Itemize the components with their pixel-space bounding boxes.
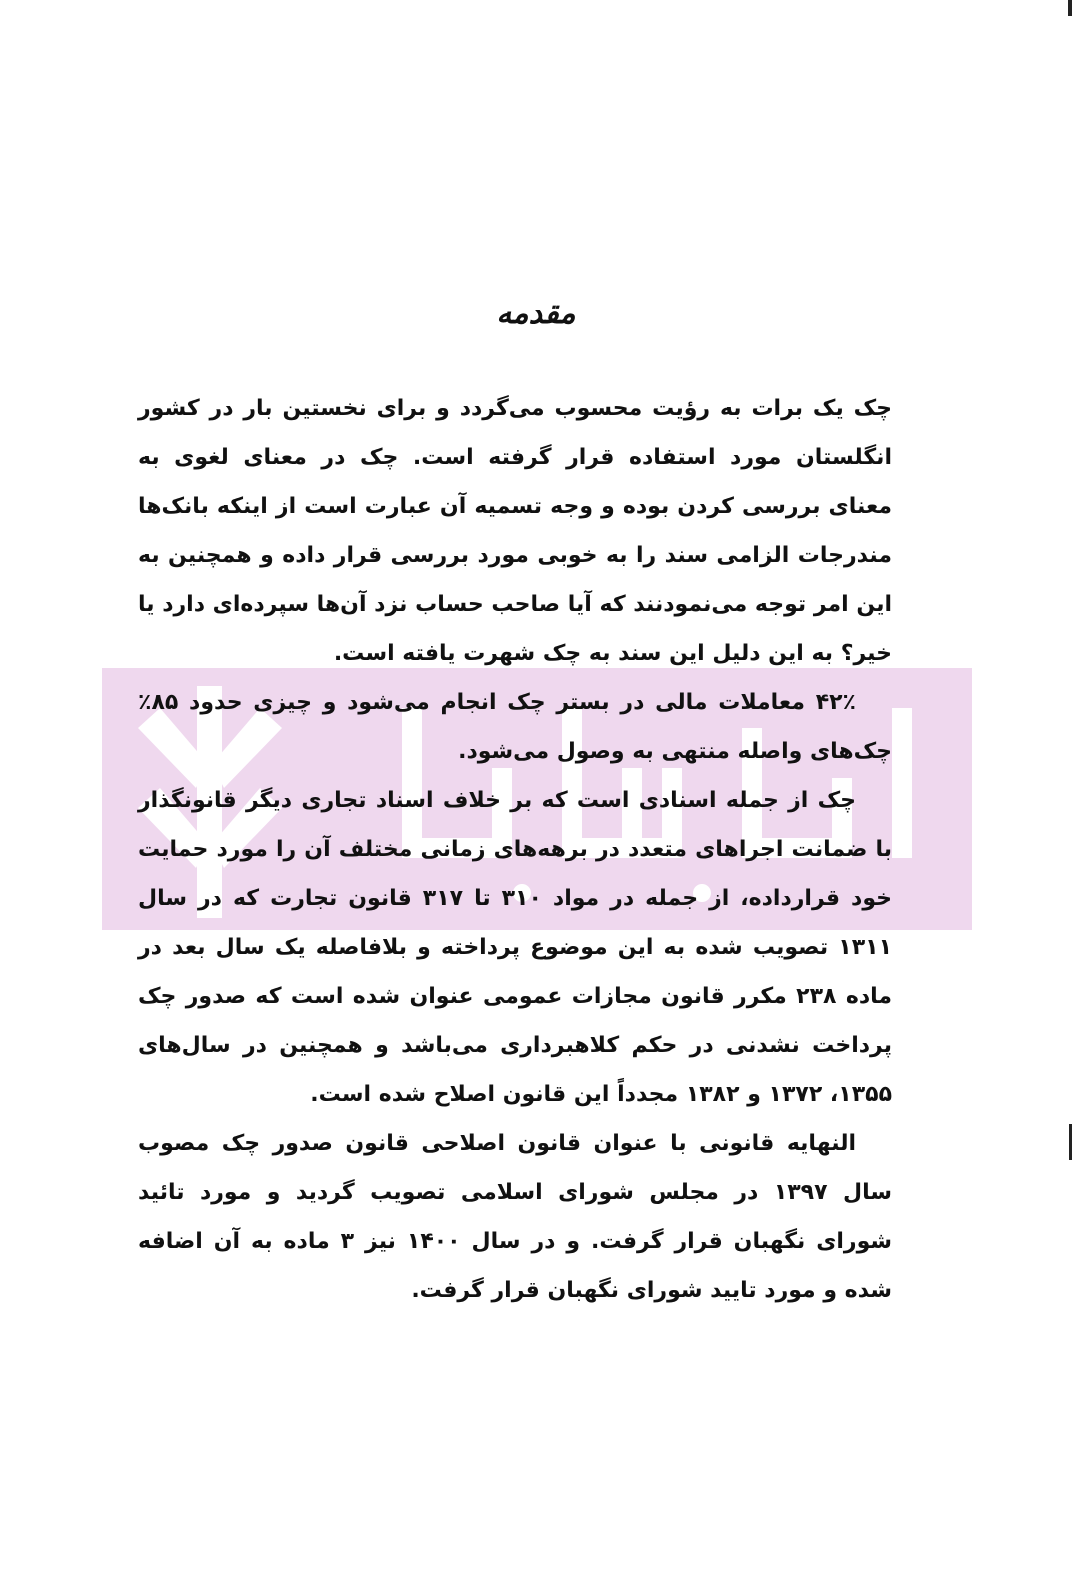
paragraph-1: چک یک برات به رؤیت محسوب می‌گردد و برای نخستین بار در کشور انگلستان مورد استفاده قرار گرفته است. چک در معنای لغوی به معنای بررسی کردن بوده و وجه تسمیه آن عبارت است از اینکه بانک‌ها مندرجات الزامی سند را به خوبی مورد بررسی قرار داده و همچنین به این امر توجه می‌نمودنند که آیا صاحب حساب نزد آن‌ها سپرده‌ای دارد یا خیر؟ به این دلیل این سند به چک شهرت یافته است. (138, 396, 892, 666)
page-title: مقدمه (496, 296, 576, 331)
document-body (138, 384, 892, 1315)
page-edge-mark (1068, 0, 1072, 16)
paragraph-4: النهایه قانونی با عنوان قانون اصلاحی قانون صدور چک مصوب سال ۱۳۹۷ در مجلس شورای اسلامی تصویب گردید و مورد تائید شورای نگهبان قرار گرفت. و در سال ۱۴۰۰ نیز ۳ ماده به آن اضافه شده و مورد تایید شورای نگهبان قرار گرفت. (138, 1131, 893, 1303)
paragraph-3: چک از جمله اسنادی است که بر خلاف اسناد تجاری دیگر قانونگذار با ضمانت اجراهای متعدد در برهه‌های زمانی مختلف آن را مورد حمایت خود قرارداده، از جمله در مواد ۳۱۰ تا ۳۱۷ قانون تجارت که در سال ۱۳۱۱ تصویب شده به این موضوع پرداخته و بلافاصله یک سال بعد در ماده ۲۳۸ مکرر قانون مجازات عمومی عنوان شده است که صدور چک پرداخت نشدنی در حکم کلاهبرداری می‌باشد و همچنین در سال‌های ۱۳۵۵، ۱۳۷۲ و ۱۳۸۲ مجدداً این قانون اصلاح شده است. (138, 788, 892, 1107)
paragraph-2: ۴۲٪ معاملات مالی در بستر چک انجام می‌شود و چیزی حدود ۸۵٪ چک‌های واصله منتهی به وصول می‌شود. (138, 690, 892, 764)
